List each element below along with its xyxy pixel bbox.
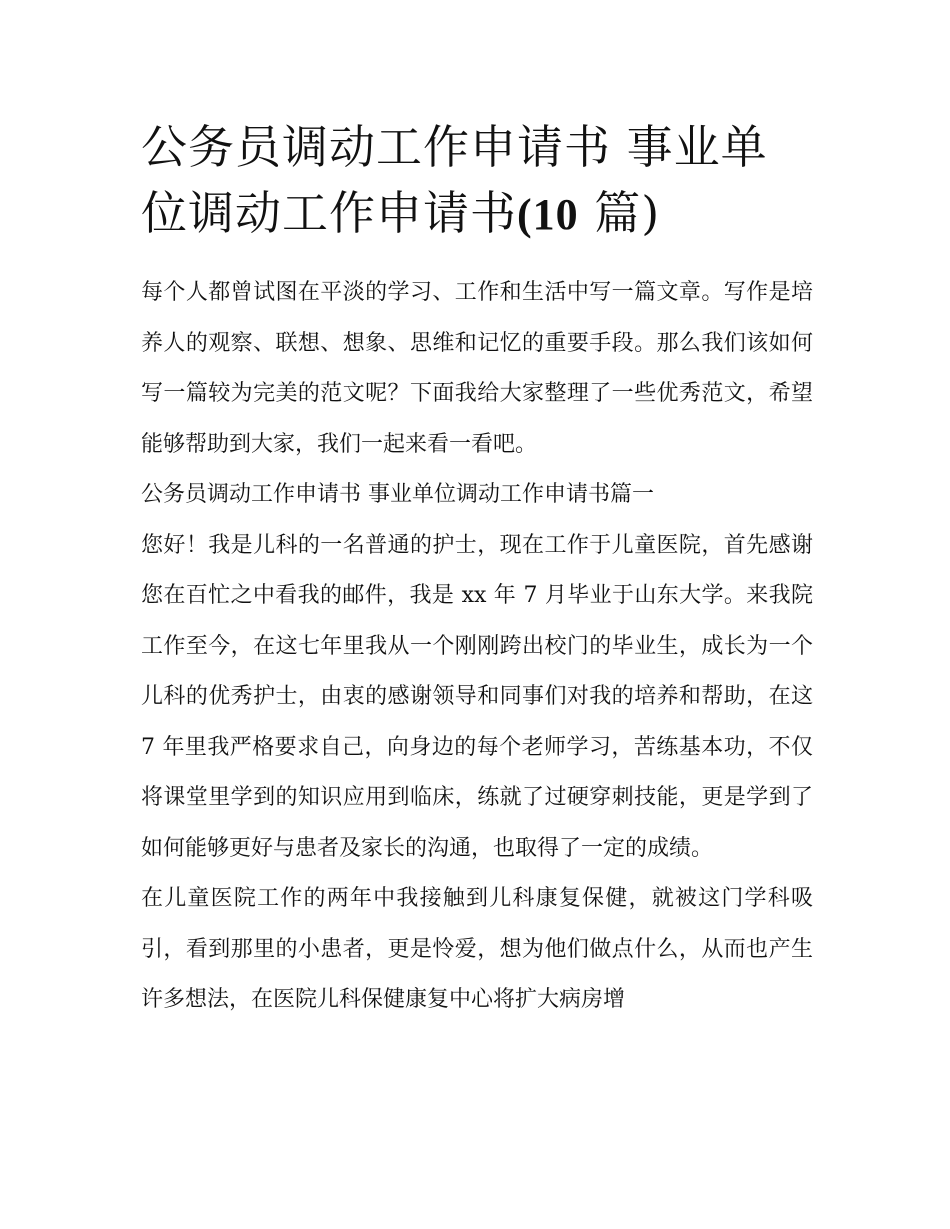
document-title (141, 114, 813, 248)
title-text: 公务员调动工作申请书 事业单位调动工作申请书 (141, 120, 768, 240)
document-body (141, 268, 813, 1026)
title-suffix: 篇) (578, 186, 661, 240)
body-paragraph: 在儿童医院工作的两年中我接触到儿科康复保健，就被这门学科吸引，看到那里的小患者，更是怜爱，想为他们做点什么，从而也产生许多想法，在医院儿科保健康复中心将扩大病房增 (141, 886, 813, 1012)
intro-paragraph: 每个人都曾试图在平淡的学习、工作和生活中写一篇文章。写作是培养人的观察、联想、想象、思维和记忆的重要手段。那么我们该如何写一篇较为完美的范文呢？下面我给大家整理了一些优秀范文，希望能够帮助到大家，我们一起来看一看吧。 (141, 280, 813, 457)
document-content (141, 114, 813, 1026)
section-heading: 公务员调动工作申请书 事业单位调动工作申请书篇一 (141, 482, 654, 507)
title-count: (10 (517, 190, 579, 239)
body-paragraph: 您好！我是儿科的一名普通的护士，现在工作于儿童医院，首先感谢您在百忙之中看我的邮件，我是 xx 年 7 月毕业于山东大学。来我院工作至今，在这七年里我从一个刚刚跨出校门的毕业生，成长为一个儿科的优秀护士，由衷的感谢领导和同事们对我的培养和帮助，在这 7 年里我严格要求自己，向身边的每个老师学习，苦练基本功，不仅将课堂里学到的知识应用到临床，练就了过硬穿刺技能，更是学到了如何能够更好与患者及家长的沟通，也取得了一定的成绩。 (141, 532, 813, 861)
